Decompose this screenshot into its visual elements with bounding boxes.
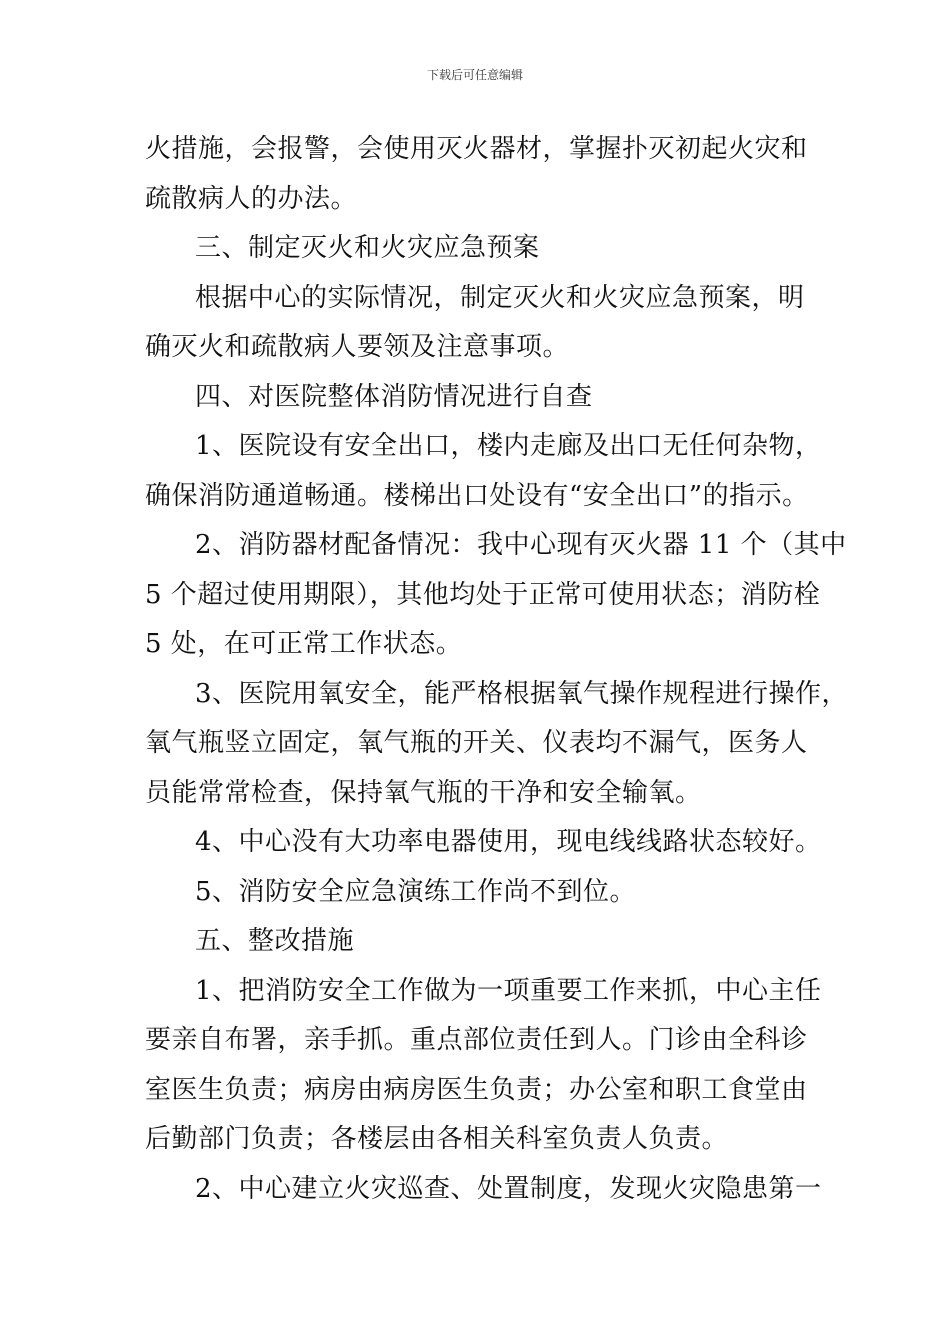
- body-line: 5、消防安全应急演练工作尚不到位。: [195, 876, 637, 907]
- body-line: 3、医院用氧安全，能严格根据氧气操作规程进行操作，: [195, 678, 849, 709]
- body-line: 火措施，会报警，会使用灭火器材，掌握扑灭初起火灾和: [145, 134, 808, 164]
- body-line: 氧气瓶竖立固定，氧气瓶的开关、仪表均不漏气，医务人: [145, 728, 808, 758]
- body-line: 4、中心没有大功率电器使用，现电线线路状态较好。: [195, 827, 822, 857]
- body-line: 1、医院设有安全出口，楼内走廊及出口无任何杂物，: [195, 431, 822, 461]
- body-line: 室医生负责；病房由病房医生负责；办公室和职工食堂由: [145, 1074, 808, 1105]
- body-line: 2、消防器材配备情况：我中心现有灭火器 11 个（其中: [195, 530, 847, 560]
- section-heading: 五、整改措施: [195, 926, 355, 956]
- section-heading: 四、对医院整体消防情况进行自查: [195, 381, 593, 412]
- section-heading: 三、制定灭火和火灾应急预案: [195, 233, 540, 263]
- document-body: [145, 125, 849, 1214]
- body-line: 根据中心的实际情况，制定灭火和火灾应急预案，明: [195, 282, 805, 313]
- body-line: 5 处，在可正常工作状态。: [145, 629, 463, 659]
- body-line: 确灭火和疏散病人要领及注意事项。: [145, 332, 570, 362]
- body-line: 疏散病人的办法。: [145, 183, 358, 214]
- page-header-note: 下载后可任意编辑: [426, 68, 523, 82]
- body-line: 2、中心建立火灾巡查、处置制度，发现火灾隐患第一: [195, 1173, 822, 1204]
- body-line: 后勤部门负责；各楼层由各相关科室负责人负责。: [145, 1124, 729, 1154]
- body-line: 5 个超过使用期限），其他均处于正常可使用状态；消防栓: [145, 579, 821, 610]
- body-line: 要亲自布署，亲手抓。重点部位责任到人。门诊由全科诊: [145, 1025, 808, 1055]
- body-line: 员能常常检查，保持氧气瓶的干净和安全输氧。: [145, 777, 702, 808]
- body-line: 确保消防通道畅通。楼梯出口处设有“安全出口”的指示。: [145, 480, 809, 511]
- body-line: 1、把消防安全工作做为一项重要工作来抓，中心主任: [195, 975, 822, 1006]
